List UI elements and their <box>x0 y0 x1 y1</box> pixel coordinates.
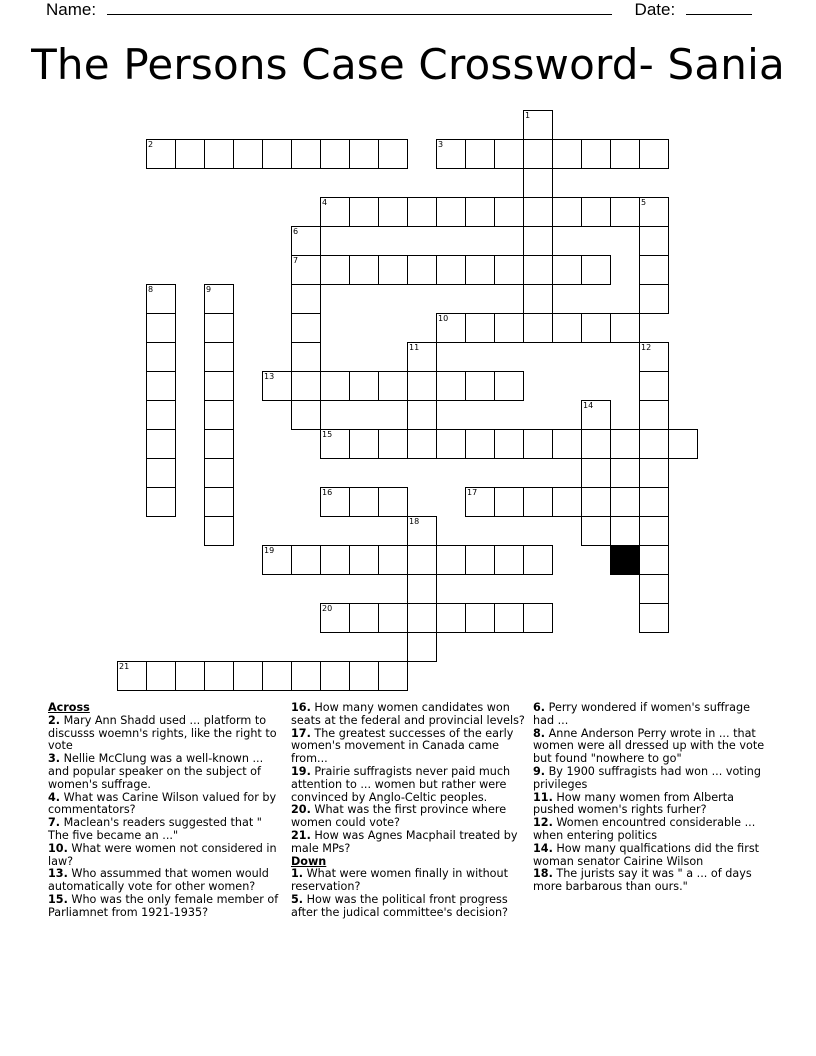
grid-cell[interactable] <box>320 487 350 517</box>
clue-item <box>291 766 525 804</box>
clues-column-3 <box>533 702 773 894</box>
grid-cell[interactable] <box>523 255 553 285</box>
grid-cell[interactable] <box>494 487 524 517</box>
grid-cell[interactable] <box>349 371 379 401</box>
grid-cell[interactable] <box>639 487 669 517</box>
clue-number: 14. <box>533 841 553 855</box>
grid-cell[interactable] <box>639 516 669 546</box>
clue-text: Women encountred considerable ... when entering politics <box>533 816 756 842</box>
clue-number: 3. <box>48 752 61 766</box>
grid-cell[interactable] <box>465 197 495 227</box>
clue-item <box>533 792 773 818</box>
grid-cell[interactable] <box>610 429 640 459</box>
grid-cell[interactable] <box>204 139 234 169</box>
grid-cell[interactable] <box>581 313 611 343</box>
clue-item <box>48 753 280 791</box>
grid-cell[interactable] <box>494 139 524 169</box>
grid-cell[interactable] <box>320 545 350 575</box>
grid-cell[interactable] <box>581 458 611 488</box>
clue-number: 4. <box>48 790 61 804</box>
grid-cell[interactable] <box>291 400 321 430</box>
grid-cell[interactable] <box>494 429 524 459</box>
clue-item <box>291 894 525 920</box>
grid-cell[interactable] <box>639 603 669 633</box>
clue-number: 4 <box>322 198 328 207</box>
clue-text: Who was the only female member of Parliamnet from 1921-1935? <box>48 892 279 919</box>
grid-cell[interactable] <box>291 313 321 343</box>
grid-cell[interactable] <box>378 139 408 169</box>
grid-cell[interactable] <box>204 400 234 430</box>
clue-number: 11 <box>409 343 420 352</box>
grid-cell[interactable] <box>523 168 553 198</box>
clue-text: Mary Ann Shadd used ... platform to discusss woemn's rights, like the right to vote <box>48 713 277 753</box>
grid-cell[interactable] <box>494 545 524 575</box>
grid-cell[interactable] <box>146 400 176 430</box>
grid-cell[interactable] <box>320 255 350 285</box>
clue-item <box>48 894 280 920</box>
clue-number: 5. <box>291 892 304 906</box>
clue-item <box>291 728 525 766</box>
grid-cell[interactable] <box>349 545 379 575</box>
clue-text: By 1900 suffragists had won ... voting privileges <box>533 764 761 791</box>
clue-item <box>48 868 280 894</box>
grid-cell[interactable] <box>204 458 234 488</box>
grid-cell[interactable] <box>407 545 437 575</box>
clue-text: Prairie suffragists never paid much attention to ... women but rather were convinced by Anglo-Celtic peoples. <box>291 764 511 804</box>
grid-cell[interactable] <box>552 313 582 343</box>
grid-cell[interactable] <box>523 226 553 256</box>
grid-cell[interactable] <box>639 458 669 488</box>
grid-cell[interactable] <box>204 284 234 314</box>
clue-number: 7. <box>48 816 61 830</box>
down-heading: Down <box>291 854 327 868</box>
grid-cell[interactable] <box>146 661 176 691</box>
grid-cell[interactable] <box>552 139 582 169</box>
clue-item <box>291 830 525 856</box>
grid-cell[interactable] <box>436 313 466 343</box>
grid-cell[interactable] <box>465 545 495 575</box>
grid-cell[interactable] <box>291 545 321 575</box>
clue-text: How was the political front progress after the judical committee's decision? <box>291 892 508 919</box>
grid-cell[interactable] <box>523 139 553 169</box>
grid-cell[interactable] <box>349 429 379 459</box>
grid-cell[interactable] <box>465 371 495 401</box>
clue-number: 5 <box>641 198 647 207</box>
grid-cell[interactable] <box>610 197 640 227</box>
grid-cell[interactable] <box>320 603 350 633</box>
clue-number: 16. <box>291 701 311 714</box>
grid-cell[interactable] <box>436 545 466 575</box>
grid-cell[interactable] <box>639 255 669 285</box>
grid-cell[interactable] <box>639 139 669 169</box>
grid-cell[interactable] <box>320 139 350 169</box>
clue-number: 8 <box>148 285 154 294</box>
clue-number: 18. <box>533 867 553 881</box>
grid-cell[interactable] <box>407 255 437 285</box>
clue-item <box>533 766 773 792</box>
grid-cell[interactable] <box>668 429 698 459</box>
grid-cell[interactable] <box>523 284 553 314</box>
clue-number: 15. <box>48 892 68 906</box>
clue-text: How many women from Alberta pushed women's rights furher? <box>533 790 734 817</box>
clue-number: 3 <box>438 140 444 149</box>
grid-cell[interactable] <box>175 139 205 169</box>
clue-number: 17 <box>467 488 478 497</box>
clue-text: How many qualfications did the first woman senator Cairine Wilson <box>533 841 760 868</box>
clue-number: 12 <box>641 343 652 352</box>
clue-item <box>291 804 525 830</box>
grid-cell[interactable] <box>378 487 408 517</box>
clue-item <box>291 702 525 728</box>
grid-cell[interactable] <box>262 661 292 691</box>
grid-cell[interactable] <box>639 574 669 604</box>
grid-cell[interactable] <box>465 603 495 633</box>
grid-cell[interactable] <box>233 661 263 691</box>
clue-number: 9. <box>533 764 546 778</box>
grid-cell[interactable] <box>320 429 350 459</box>
grid-cell[interactable] <box>407 371 437 401</box>
date-label: Date: <box>634 0 676 19</box>
grid-cell[interactable] <box>581 487 611 517</box>
grid-cell[interactable] <box>378 255 408 285</box>
grid-cell[interactable] <box>639 342 669 372</box>
grid-cell[interactable] <box>175 661 205 691</box>
grid-cell[interactable] <box>291 284 321 314</box>
clue-item <box>533 817 773 843</box>
grid-cell[interactable] <box>523 110 553 140</box>
grid-cell[interactable] <box>407 400 437 430</box>
grid-cell[interactable] <box>494 255 524 285</box>
grid-cell[interactable] <box>146 313 176 343</box>
clue-number: 10. <box>48 841 68 855</box>
clue-text: The greatest successes of the early women's movement in Canada came from... <box>291 726 514 766</box>
clue-number: 17. <box>291 726 311 740</box>
grid-cell[interactable] <box>349 661 379 691</box>
clue-number: 13 <box>264 372 275 381</box>
grid-cell[interactable] <box>407 197 437 227</box>
clue-item <box>48 715 280 753</box>
grid-cell[interactable] <box>349 197 379 227</box>
clue-number: 6. <box>533 701 546 714</box>
clue-text: What were women finally in without reservation? <box>291 867 508 894</box>
grid-cell[interactable] <box>320 197 350 227</box>
grid-cell[interactable] <box>407 516 437 546</box>
clue-text: Perry wondered if women's suffrage had ... <box>533 701 750 727</box>
clue-number: 21 <box>119 662 130 671</box>
grid-cell[interactable] <box>523 603 553 633</box>
grid-cell[interactable] <box>349 139 379 169</box>
grid-cell[interactable] <box>581 139 611 169</box>
grid-cell[interactable] <box>581 255 611 285</box>
grid-cell[interactable] <box>204 429 234 459</box>
clue-number: 12. <box>533 816 553 830</box>
grid-cell[interactable] <box>291 342 321 372</box>
grid-cell[interactable] <box>349 487 379 517</box>
clue-number: 1 <box>525 111 531 120</box>
clue-number: 21. <box>291 828 311 842</box>
clue-number: 7 <box>293 256 299 265</box>
grid-cell[interactable] <box>523 545 553 575</box>
clue-number: 13. <box>48 867 68 881</box>
grid-cell[interactable] <box>610 313 640 343</box>
grid-cell[interactable] <box>407 574 437 604</box>
grid-cell[interactable] <box>146 284 176 314</box>
clue-number: 6 <box>293 227 299 236</box>
clue-text: What were women not considered in law? <box>48 841 277 868</box>
grid-cell[interactable] <box>465 139 495 169</box>
grid-cell[interactable] <box>378 429 408 459</box>
clue-number: 8. <box>533 726 546 740</box>
clue-item <box>533 702 773 728</box>
clue-number: 19 <box>264 546 275 555</box>
grid-cell[interactable] <box>320 371 350 401</box>
name-label: Name: <box>46 0 97 19</box>
grid-cell[interactable] <box>146 342 176 372</box>
clue-item <box>48 792 280 818</box>
clues-column-1 <box>48 702 280 920</box>
grid-cell[interactable] <box>552 255 582 285</box>
grid-cell[interactable] <box>117 661 147 691</box>
grid-cell[interactable] <box>465 487 495 517</box>
grid-cell[interactable] <box>436 429 466 459</box>
grid-cell[interactable] <box>407 342 437 372</box>
grid-cell[interactable] <box>465 429 495 459</box>
grid-cell[interactable] <box>262 139 292 169</box>
page-title: The Persons Case Crossword- Sania <box>31 40 785 89</box>
grid-cell[interactable] <box>581 400 611 430</box>
clue-item <box>533 843 773 869</box>
grid-cell[interactable] <box>204 516 234 546</box>
grid-cell[interactable] <box>378 545 408 575</box>
grid-cell[interactable] <box>436 139 466 169</box>
clue-number: 10 <box>438 314 449 323</box>
clue-text: Nellie McClung was a well-known ... and popular speaker on the subject of women's suffrage. <box>48 752 264 791</box>
grid-cell[interactable] <box>291 661 321 691</box>
grid-cell[interactable] <box>639 197 669 227</box>
grid-cell[interactable] <box>291 255 321 285</box>
across-heading: Across <box>48 701 90 714</box>
grid-cell[interactable] <box>523 197 553 227</box>
clue-number: 9 <box>206 285 212 294</box>
grid-cell[interactable] <box>494 313 524 343</box>
clue-number: 20 <box>322 604 333 613</box>
grid-cell[interactable] <box>639 284 669 314</box>
grid-cell[interactable] <box>349 603 379 633</box>
grid-cell[interactable] <box>146 429 176 459</box>
clue-text: How was Agnes Macphail treated by male MPs? <box>291 828 518 855</box>
grid-cell[interactable] <box>204 661 234 691</box>
grid-cell[interactable] <box>436 197 466 227</box>
clue-item <box>533 728 773 766</box>
grid-cell[interactable] <box>204 342 234 372</box>
grid-cell[interactable] <box>436 603 466 633</box>
clue-number: 14 <box>583 401 594 410</box>
grid-cell[interactable] <box>552 197 582 227</box>
clue-text: What was Carine Wilson valued for by commentators? <box>48 790 277 817</box>
grid-cell[interactable] <box>146 371 176 401</box>
clue-number: 1. <box>291 867 304 881</box>
clue-number: 2 <box>148 140 154 149</box>
grid-cell[interactable] <box>581 516 611 546</box>
clue-number: 11. <box>533 790 553 804</box>
grid-cell[interactable] <box>436 255 466 285</box>
grid-cell[interactable] <box>291 139 321 169</box>
clue-number: 16 <box>322 488 333 497</box>
grid-cell[interactable] <box>494 197 524 227</box>
grid-cell[interactable] <box>639 226 669 256</box>
grid-cell[interactable] <box>291 371 321 401</box>
clue-number: 18 <box>409 517 420 526</box>
grid-cell[interactable] <box>233 139 263 169</box>
grid-cell[interactable] <box>407 603 437 633</box>
grid-cell[interactable] <box>262 371 292 401</box>
grid-cell[interactable] <box>523 429 553 459</box>
clue-number: 15 <box>322 430 333 439</box>
grid-cell[interactable] <box>407 429 437 459</box>
grid-cell[interactable] <box>581 197 611 227</box>
grid-cell[interactable] <box>494 371 524 401</box>
grid-cell[interactable] <box>610 139 640 169</box>
grid-cell[interactable] <box>494 603 524 633</box>
grid-cell[interactable] <box>378 661 408 691</box>
grid-cell[interactable] <box>639 400 669 430</box>
grid-cell[interactable] <box>639 429 669 459</box>
clue-text: The jurists say it was " a ... of days more barbarous than ours." <box>533 867 752 894</box>
grid-cell[interactable] <box>436 371 466 401</box>
grid-cell[interactable] <box>146 458 176 488</box>
grid-cell[interactable] <box>378 197 408 227</box>
grid-cell[interactable] <box>552 429 582 459</box>
grid-cell[interactable] <box>378 603 408 633</box>
clue-text: Anne Anderson Perry wrote in ... that women were all dressed up with the vote but found "nowhere to go" <box>533 726 765 766</box>
grid-cell[interactable] <box>320 661 350 691</box>
clue-item <box>533 868 773 894</box>
grid-cell[interactable] <box>146 487 176 517</box>
grid-cell[interactable] <box>581 429 611 459</box>
clue-item <box>48 817 280 843</box>
grid-cell[interactable] <box>291 226 321 256</box>
grid-cell[interactable] <box>407 632 437 662</box>
black-cell <box>610 545 640 575</box>
grid-cell[interactable] <box>349 255 379 285</box>
grid-cell[interactable] <box>204 487 234 517</box>
grid-cell[interactable] <box>204 313 234 343</box>
clue-item <box>291 868 525 894</box>
clue-text: Who assummed that women would automatically vote for other women? <box>48 867 269 894</box>
clue-text: What was the first province where women could vote? <box>291 803 507 830</box>
grid-cell[interactable] <box>465 313 495 343</box>
grid-cell[interactable] <box>146 139 176 169</box>
clue-number: 2. <box>48 713 61 727</box>
grid-cell[interactable] <box>204 371 234 401</box>
grid-cell[interactable] <box>523 487 553 517</box>
clue-text: How many women candidates won seats at the federal and provincial levels? <box>291 701 525 727</box>
grid-cell[interactable] <box>523 313 553 343</box>
grid-cell[interactable] <box>610 487 640 517</box>
clue-text: Maclean's readers suggested that " The five became an ..." <box>48 816 262 842</box>
grid-cell[interactable] <box>378 371 408 401</box>
grid-cell[interactable] <box>639 371 669 401</box>
grid-cell[interactable] <box>639 545 669 575</box>
clues-column-2 <box>291 702 525 920</box>
clue-number: 20. <box>291 803 311 817</box>
clue-item <box>48 843 280 869</box>
grid-cell[interactable] <box>262 545 292 575</box>
grid-cell[interactable] <box>552 487 582 517</box>
clue-number: 19. <box>291 764 311 778</box>
grid-cell[interactable] <box>465 255 495 285</box>
